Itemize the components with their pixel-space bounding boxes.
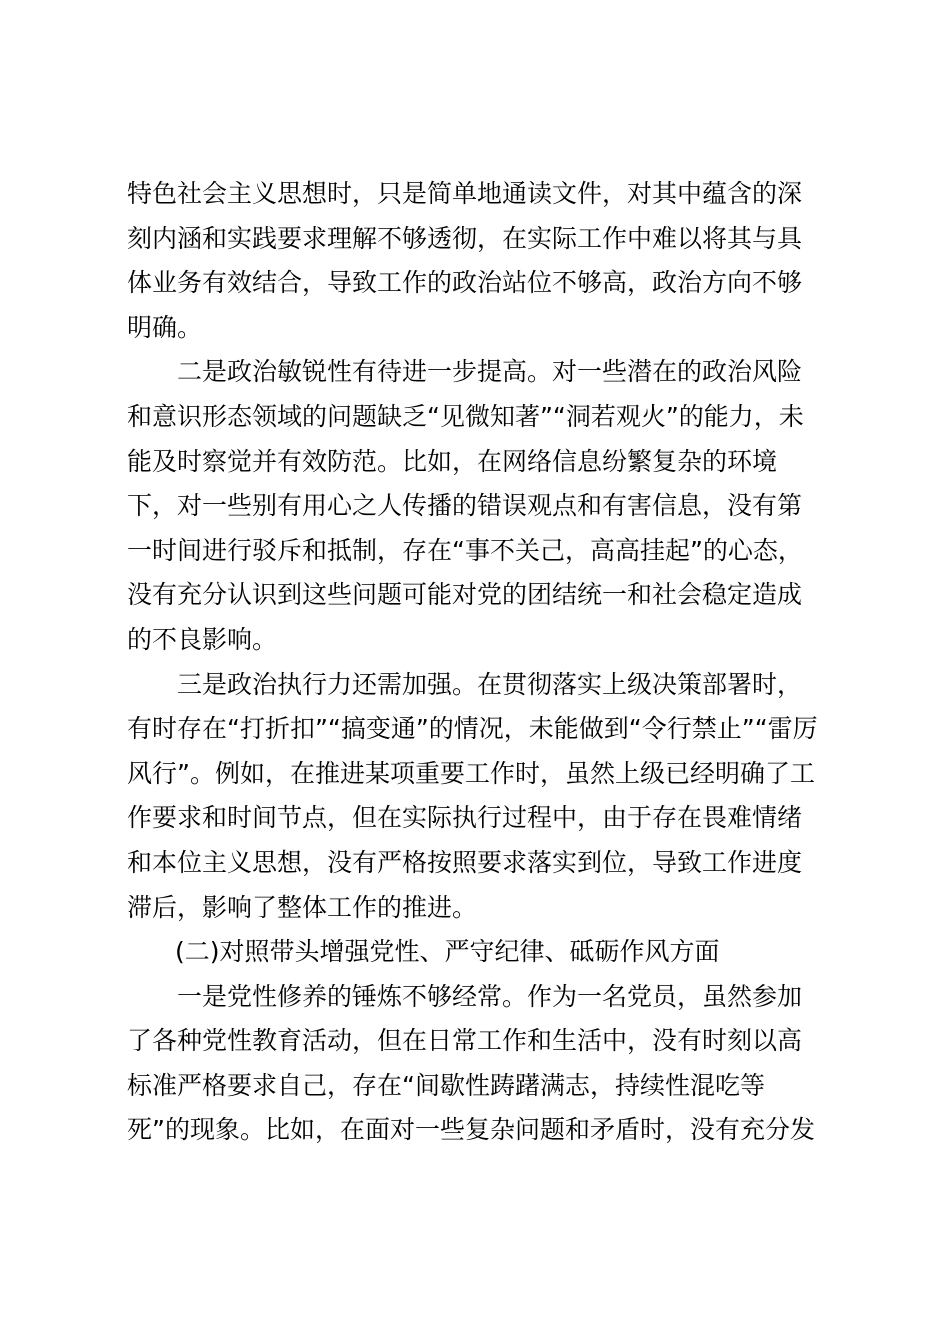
text-line: 能及时察觉并有效防范。比如，在网络信息纷繁复杂的环境	[127, 446, 778, 476]
text-line: 有时存在“打折扣”“搞变通”的情况，未能做到“令行禁止”“雷厉	[127, 714, 818, 744]
text-line: 作要求和时间节点，但在实际执行过程中，由于存在畏难情绪	[127, 803, 803, 833]
text-line: 明确。	[127, 312, 203, 342]
paragraph-start-line: 一是党性修养的锤炼不够经常。作为一名党员，虽然参加	[177, 981, 803, 1011]
text-line: 没有充分认识到这些问题可能对党的团结统一和社会稳定造成	[127, 580, 803, 610]
text-line: 下，对一些别有用心之人传播的错误观点和有害信息，没有第	[127, 491, 803, 521]
text-line: 和本位主义思想，没有严格按照要求落实到位，导致工作进度	[127, 847, 803, 877]
text-line: 死”的现象。比如，在面对一些复杂问题和矛盾时，没有充分发	[127, 1115, 815, 1145]
text-line: 刻内涵和实践要求理解不够透彻，在实际工作中难以将其与具	[127, 223, 803, 253]
section-heading: (二)对照带头增强党性、严守纪律、砥砺作风方面	[175, 937, 720, 967]
text-line: 的不良影响。	[127, 624, 278, 654]
text-line: 风行”。例如，在推进某项重要工作时，虽然上级已经明确了工	[127, 758, 815, 788]
paragraph-start-line: 二是政治敏锐性有待进一步提高。对一些潜在的政治风险	[177, 357, 803, 387]
text-line: 滞后，影响了整体工作的推进。	[127, 892, 478, 922]
text-line: 一时间进行驳斥和抵制，存在“事不关己，高高挂起”的心态，	[127, 535, 803, 565]
text-line: 和意识形态领域的问题缺乏“见微知著”“洞若观火”的能力，未	[127, 401, 804, 431]
text-line: 特色社会主义思想时，只是简单地通读文件，对其中蕴含的深	[127, 179, 803, 208]
paragraph-start-line: 三是政治执行力还需加强。在贯彻落实上级决策部署时，	[177, 669, 803, 699]
text-line: 体业务有效结合，导致工作的政治站位不够高，政治方向不够	[127, 268, 803, 298]
document-body	[127, 172, 827, 1153]
text-line: 标准严格要求自己，存在“间歇性踌躇满志，持续性混吃等	[127, 1070, 765, 1100]
text-line: 了各种党性教育活动，但在日常工作和生活中，没有时刻以高	[127, 1026, 803, 1056]
